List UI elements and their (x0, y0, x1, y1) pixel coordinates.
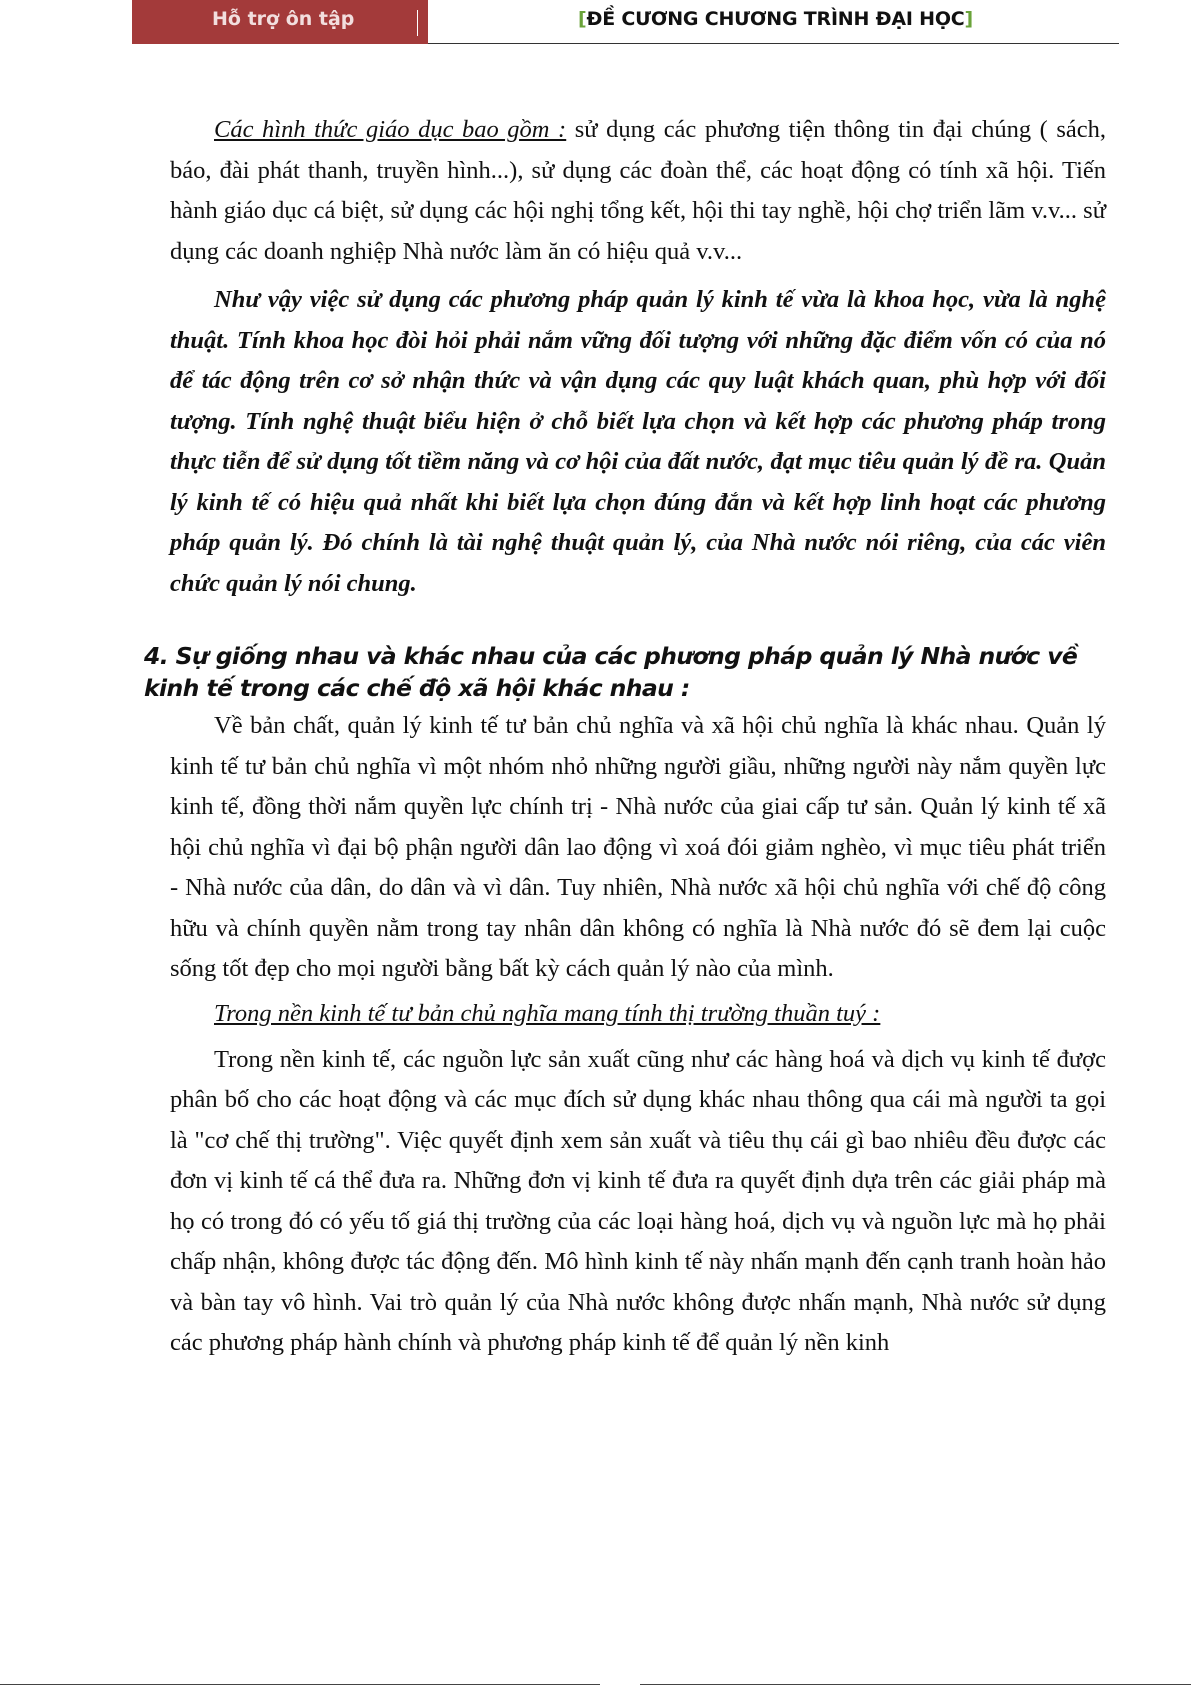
header-tab-label: Hỗ trợ ôn tập (212, 8, 355, 30)
header-separator (417, 10, 418, 36)
header-title-text: ĐỀ CƯƠNG CHƯƠNG TRÌNH ĐẠI HỌC (586, 8, 965, 30)
header-bracket-close: ] (964, 8, 974, 30)
section-4-paragraph-2: Trong nền kinh tế, các nguồn lực sản xuất cũng như các hàng hoá và dịch vụ kinh tế được phân bố cho các hoạt động và các mục đích sử dụng khác nhau thông qua cái mà người ta gọi là "cơ chế thị trường". Việc quyết định xem sản xuất và tiêu thụ cái gì bao nhiêu đều được các đơn vị kinh tế cá thể đưa ra. Những đơn vị kinh tế đưa ra quyết định dựa trên các giải pháp mà họ có trong đó có yếu tố giá thị trường của các loại hàng hoá, dịch vụ và nguồn lực mà họ phải chấp nhận, không được tác động đến. Mô hình kinh tế này nhấn mạnh đến cạnh tranh hoàn hảo và bàn tay vô hình. Vai trò quản lý của Nhà nước không được nhấn mạnh, Nhà nước sử dụng các phương pháp hành chính và phương pháp kinh tế để quản lý nền kinh (170, 1045, 1106, 1356)
header-rule (428, 43, 1119, 44)
section-4-subheading: Trong nền kinh tế tư bản chủ nghĩa mang tính thị trường thuần tuý : (214, 999, 881, 1027)
header-bracket-open: [ (578, 8, 587, 30)
education-forms-text: sử dụng các phương tiện thông tin đại chúng ( sách, báo, đài phát thanh, truyền hình...), sử dụng các đoàn thể, các hoạt động có tính xã hội. Tiến hành giáo dục cá biệt, sử dụng các hội nghị tổng kết, hội thi tay nghề, hội chợ triển lãm v.v... sử dụng các doanh nghiệp Nhà nước làm ăn có hiệu quả v.v... (170, 116, 1106, 265)
education-forms-paragraph (170, 110, 1106, 272)
header-title (578, 8, 973, 30)
page-content (144, 110, 1106, 1364)
section-4-paragraph-1: Về bản chất, quản lý kinh tế tư bản chủ nghĩa và xã hội chủ nghĩa là khác nhau. Quản lý kinh tế tư bản chủ nghĩa vì một nhóm nhỏ những người giầu, những người này nắm quyền lực kinh tế, đồng thời nắm quyền lực chính trị - Nhà nước của giai cấp tư sản. Quản lý kinh tế xã hội chủ nghĩa vì đại bộ phận người dân lao động vì xoá đói giảm nghèo, vì mục tiêu phát triển - Nhà nước của dân, do dân và vì dân. Tuy nhiên, Nhà nước xã hội chủ nghĩa với chế độ công hữu và chính quyền nằm trong tay nhân dân không có nghĩa là Nhà nước đó sẽ đem lại cuộc sống tốt đẹp cho mọi người bằng bất kỳ cách quản lý nào của mình. (170, 712, 1106, 982)
summary-paragraph: Như vậy việc sử dụng các phương pháp quản lý kinh tế vừa là khoa học, vừa là nghệ thuật. Tính khoa học đòi hỏi phải nắm vững đối tượng với những đặc điểm vốn có của nó để tác động trên cơ sở nhận thức và vận dụng các quy luật khách quan, phù hợp với đối tượng. Tính nghệ thuật biểu hiện ở chỗ biết lựa chọn và kết hợp các phương pháp trong thực tiễn để sử dụng tốt tiềm năng và cơ hội của đất nước, đạt mục tiêu quản lý đề ra. Quản lý kinh tế có hiệu quả nhất khi biết lựa chọn đúng đắn và kết hợp linh hoạt các phương pháp quản lý. Đó chính là tài nghệ thuật quản lý, của Nhà nước nói riêng, của các viên chức quản lý nói chung. (170, 286, 1106, 597)
education-forms-label: Các hình thức giáo dục bao gồm : (214, 116, 567, 143)
section-4-heading: 4. Sự giống nhau và khác nhau của các phương pháp quản lý Nhà nước về kinh tế trong các chế độ xã hội khác nhau : (144, 642, 1078, 702)
